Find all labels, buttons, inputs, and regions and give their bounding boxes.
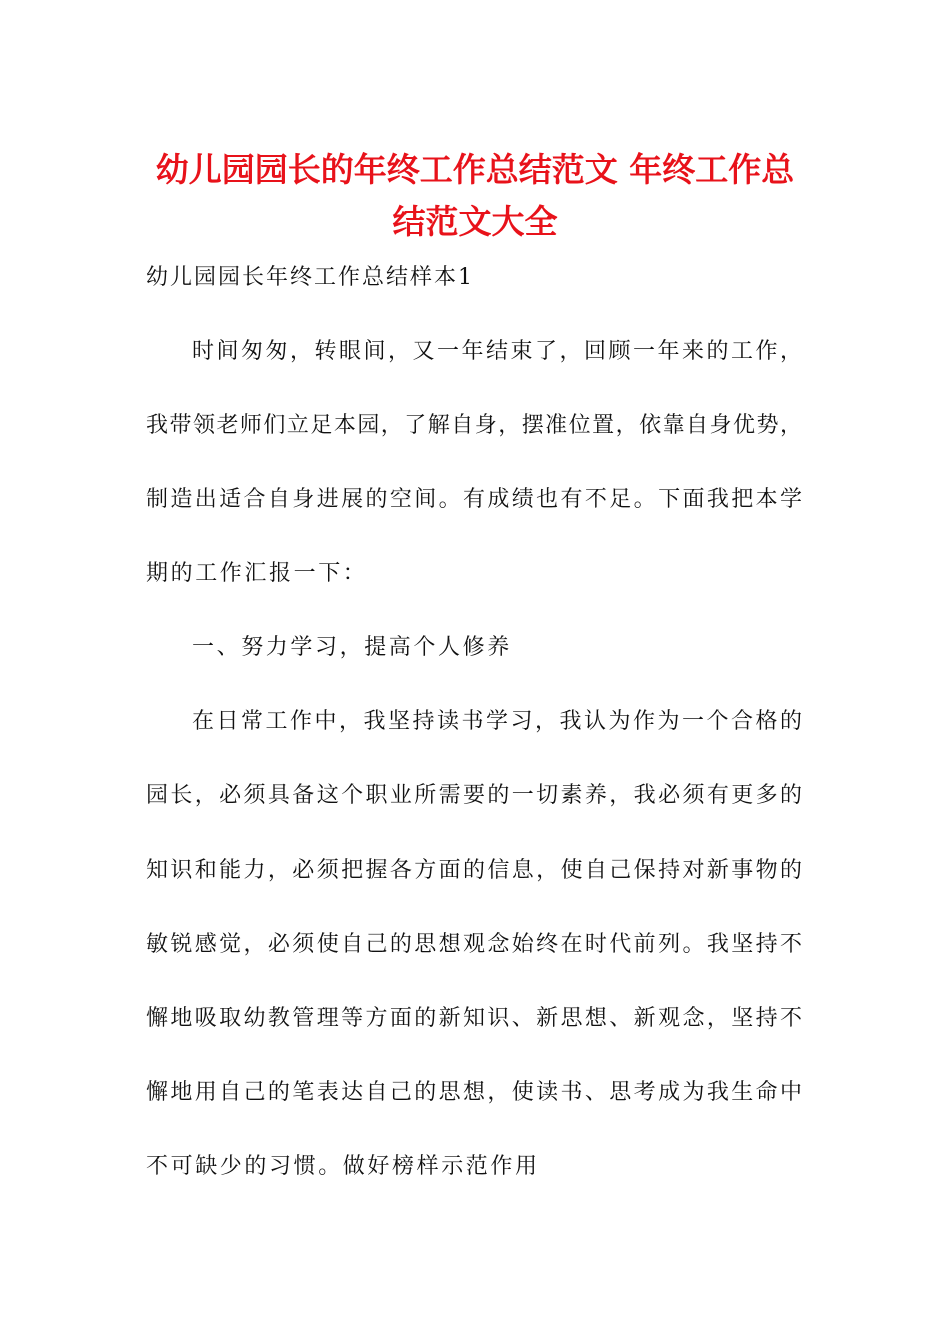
paragraph-line: 时间匆匆，转眼间，又一年结束了，回顾一年来的工作， — [192, 339, 802, 364]
paragraph-line: 在日常工作中，我坚持读书学习，我认为作为一个合格的 — [192, 709, 802, 734]
section-heading: 一、努力学习，提高个人修养 — [192, 635, 512, 660]
paragraph-line: 不可缺少的习惯。做好榜样示范作用 — [146, 1154, 540, 1179]
paragraph-line: 期的工作汇报一下： — [146, 561, 368, 586]
document-title-line-1: 幼儿园园长的年终工作总结范文 年终工作总 — [155, 150, 795, 189]
paragraph-line: 敏锐感觉，必须使自己的思想观念始终在时代前列。我坚持不 — [146, 932, 802, 957]
paragraph-line: 制造出适合自身进展的空间。有成绩也有不足。下面我把本学 — [146, 487, 802, 512]
paragraph-line: 懈地用自己的笔表达自己的思想，使读书、思考成为我生命中 — [146, 1080, 802, 1105]
paragraph-line: 园长，必须具备这个职业所需要的一切素养，我必须有更多的 — [146, 783, 802, 808]
document-title-line-2: 结范文大全 — [392, 202, 558, 241]
section-subtitle: 幼儿园园长年终工作总结样本1 — [146, 265, 474, 290]
paragraph-line: 我带领老师们立足本园，了解自身，摆准位置，依靠自身优势， — [146, 413, 802, 438]
paragraph-line: 知识和能力，必须把握各方面的信息，使自己保持对新事物的 — [146, 858, 802, 883]
paragraph-line: 懈地吸取幼教管理等方面的新知识、新思想、新观念，坚持不 — [146, 1006, 802, 1031]
